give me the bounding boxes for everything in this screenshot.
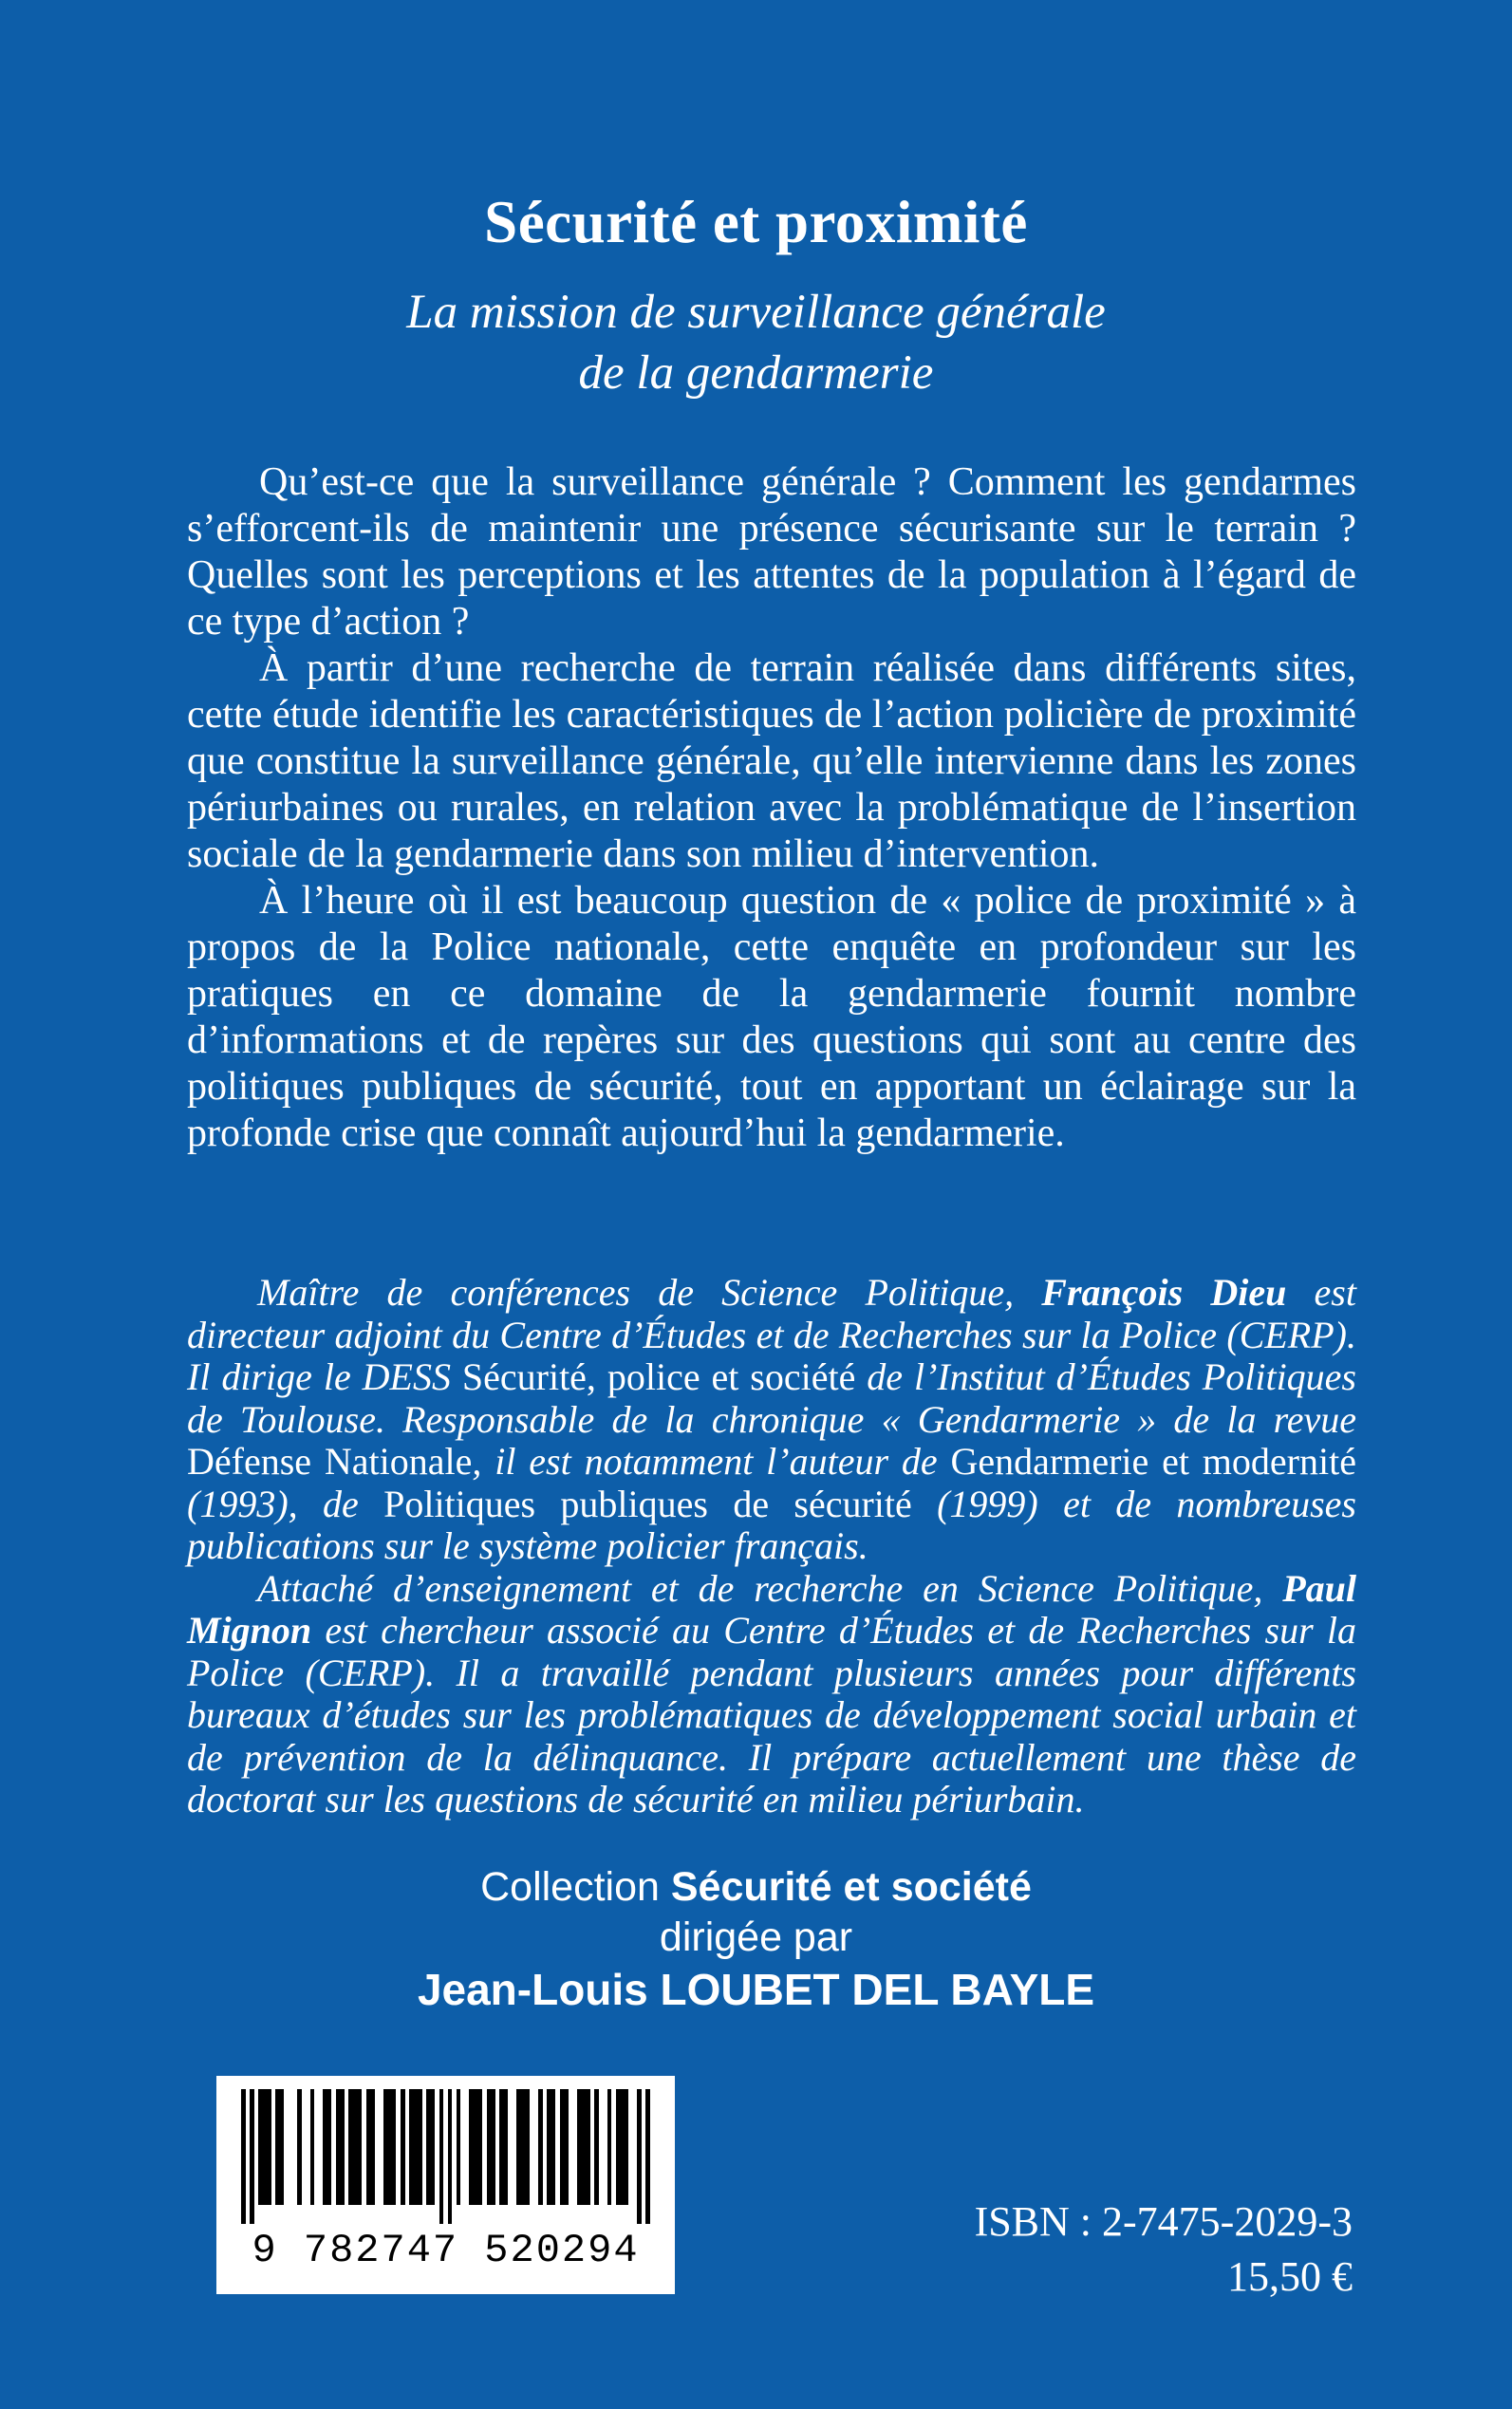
authors-bio xyxy=(187,1272,1356,1821)
book-title: Sécurité et proximité xyxy=(484,189,1028,255)
collection-director-name: Jean-Louis LOUBET DEL BAYLE xyxy=(417,1965,1095,2014)
barcode-box xyxy=(216,2076,675,2294)
synopsis-paragraph-2: À partir d’une recherche de terrain réalisée dans différents sites, cette étude identifie les caractéristiques de l’action policière de proximité que constitue la surveillance générale, qu’elle intervienne dans les zones périurbaines ou rurales, en relation avec la problématique de l’insertion sociale de la gendarmerie dans son milieu d’intervention. xyxy=(187,646,1356,876)
book-subtitle xyxy=(0,282,1512,404)
collection-directed-by: dirigée par xyxy=(659,1914,853,1960)
price: 15,50 € xyxy=(1227,2253,1353,2300)
collection-block xyxy=(0,1862,1512,2015)
barcode-icon xyxy=(241,2089,650,2224)
bio-paragraph-paul-mignon: Attaché d’enseignement et de recherche en Science Politique, Paul Mignon est chercheur associé au Centre d’Études et de Recherches sur la Police (CERP). Il a travaillé pendant plusieurs années pour différents bureaux d’études sur les problématiques de développement social urbain et de prévention de la délinquance. Il prépare actuellement une thèse de doctorat sur les questions de sécurité en milieu périurbain. xyxy=(187,1566,1356,1821)
bio-paragraph-francois-dieu: Maître de conférences de Science Politique, François Dieu est directeur adjoint du Centre d’Études et de Recherches sur la Police (CERP). Il dirige le DESS Sécurité, police et société de l’Institut d’Études Politiques de Toulouse. Responsable de la chronique « Gendarmerie » de la revue Défense Nationale, il est notamment l’auteur de Gendarmerie et modernité (1993), de Politiques publiques de sécurité (1999) et de nombreuses publications sur le système policier français. xyxy=(187,1271,1357,1567)
subtitle-line-2: de la gendarmerie xyxy=(578,346,934,401)
barcode-number: 9 782747 520294 xyxy=(252,2228,640,2273)
synopsis xyxy=(187,459,1356,1157)
header xyxy=(0,188,1512,404)
synopsis-paragraph-3: À l’heure où il est beaucoup question de « police de proximité » à propos de la Police nationale, cette enquête en profondeur sur les pratiques en ce domaine de la gendarmerie fournit nombre d’informations et de repères sur des questions qui sont au centre des politiques publiques de sécurité, tout en apportant un éclairage sur la profonde crise que connaît aujourd’hui la gendarmerie. xyxy=(187,879,1356,1155)
synopsis-paragraph-1: Qu’est-ce que la surveillance générale ? Comment les gendarmes s’efforcent-ils de maintenir une présence sécurisante sur le terrain ? Quelles sont les perceptions et les attentes de la population à l’égard de ce type d’action ? xyxy=(187,460,1356,644)
isbn: ISBN : 2-7475-2029-3 xyxy=(974,2198,1353,2245)
subtitle-line-1: La mission de surveillance générale xyxy=(406,286,1106,339)
isbn-price-block xyxy=(975,2194,1353,2305)
collection-name-line: Collection Sécurité et société xyxy=(480,1864,1032,1910)
